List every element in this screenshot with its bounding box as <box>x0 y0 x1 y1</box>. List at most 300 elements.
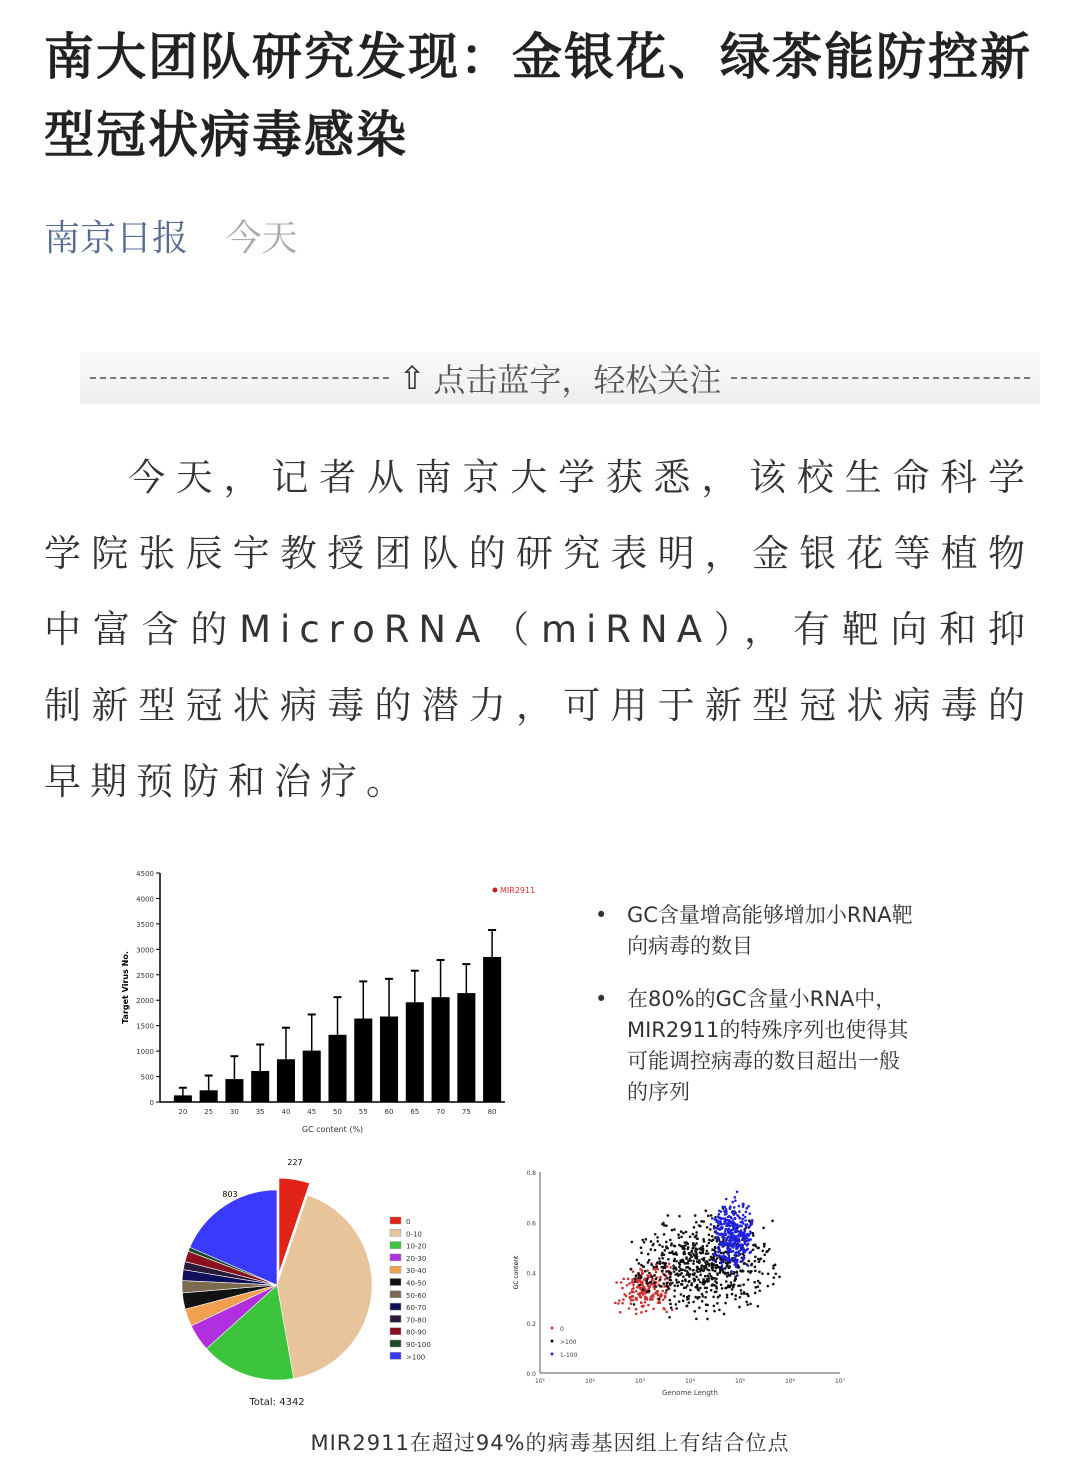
legend-swatch <box>390 1352 401 1359</box>
scatter-point <box>688 1274 691 1277</box>
x-tick-label: 30 <box>229 1108 239 1116</box>
scatter-point <box>664 1295 667 1298</box>
scatter-point <box>683 1287 686 1290</box>
scatter-point <box>738 1210 741 1213</box>
y-tick-label: 0.2 <box>526 1320 536 1328</box>
y-axis-label: Target Virus No. <box>121 951 130 1024</box>
scatter-point <box>635 1275 638 1278</box>
scatter-point <box>692 1269 695 1272</box>
scatter-point <box>621 1287 624 1290</box>
scatter-point <box>638 1293 641 1296</box>
scatter-point <box>727 1258 730 1261</box>
scatter-point <box>704 1296 707 1299</box>
scatter-point <box>706 1318 709 1321</box>
scatter-point <box>715 1264 718 1267</box>
scatter-point <box>647 1261 650 1264</box>
scatter-point <box>640 1296 643 1299</box>
scatter-point <box>682 1300 685 1303</box>
y-tick-label: 1500 <box>136 1022 154 1031</box>
follow-banner[interactable] <box>80 352 1040 404</box>
scatter-point <box>635 1313 638 1316</box>
scatter-point <box>694 1247 697 1250</box>
scatter-point <box>742 1203 745 1206</box>
scatter-point <box>741 1245 744 1248</box>
scatter-point <box>652 1266 655 1269</box>
scatter-point <box>666 1277 669 1280</box>
legend-swatch <box>390 1340 401 1347</box>
slice-label: 803 <box>222 1190 238 1199</box>
scatter-point <box>685 1258 688 1261</box>
legend-label: 0 <box>560 1326 564 1333</box>
scatter-point <box>723 1210 726 1213</box>
scatter-point <box>745 1237 748 1240</box>
article-title: 南大团队研究发现：金银花、绿茶能防控新型冠状病毒感染 <box>44 28 1032 164</box>
scatter-point <box>746 1233 749 1236</box>
scatter-point <box>759 1282 762 1285</box>
scatter-point <box>674 1245 677 1248</box>
scatter-point <box>673 1284 676 1287</box>
scatter-point <box>678 1215 681 1218</box>
scatter-point <box>729 1237 732 1240</box>
scatter-point <box>641 1305 644 1308</box>
scatter-point <box>711 1262 714 1265</box>
scatter-point <box>772 1276 775 1279</box>
scatter-point <box>663 1233 666 1236</box>
scatter-point <box>721 1264 724 1267</box>
scatter-point <box>700 1264 703 1267</box>
scatter-point <box>692 1253 695 1256</box>
scatter-point <box>680 1293 683 1296</box>
scatter-point <box>742 1214 745 1217</box>
scatter-point <box>669 1239 672 1242</box>
scatter-point <box>700 1220 703 1223</box>
scatter-point <box>702 1269 705 1272</box>
scatter-point <box>684 1278 687 1281</box>
x-tick-label: 20 <box>178 1108 188 1116</box>
scatter-point <box>715 1232 718 1235</box>
scatter-point <box>726 1252 729 1255</box>
y-tick-label: 0 <box>149 1099 154 1107</box>
scatter-point <box>746 1293 749 1296</box>
scatter-point <box>699 1287 702 1290</box>
scatter-point <box>626 1284 629 1287</box>
legend-marker <box>551 1327 554 1330</box>
scatter-point <box>728 1231 731 1234</box>
scatter-point <box>641 1281 644 1284</box>
y-tick-label: 3000 <box>136 946 154 955</box>
scatter-point <box>736 1191 739 1194</box>
scatter-point <box>650 1263 653 1266</box>
scatter-point <box>732 1224 735 1227</box>
scatter-point <box>731 1201 734 1204</box>
scatter-point <box>630 1296 633 1299</box>
scatter-point <box>730 1271 733 1274</box>
scatter-point <box>673 1270 676 1273</box>
scatter-point <box>720 1210 723 1213</box>
scatter-point <box>669 1279 672 1282</box>
x-tick-label: 50 <box>333 1108 342 1116</box>
scatter-point <box>711 1269 714 1272</box>
scatter-point <box>706 1250 709 1253</box>
y-tick-label: 2000 <box>136 997 154 1006</box>
scatter-point <box>763 1253 766 1256</box>
scatter-point <box>733 1260 736 1263</box>
scatter-point <box>663 1285 666 1288</box>
scatter-point <box>733 1206 736 1209</box>
scatter-point <box>736 1271 739 1274</box>
scatter-point <box>757 1280 760 1283</box>
scatter-point <box>669 1303 672 1306</box>
scatter-point <box>747 1243 750 1246</box>
scatter-point <box>708 1273 711 1276</box>
scatter-point <box>663 1253 666 1256</box>
scatter-point <box>675 1307 678 1310</box>
scatter-point <box>698 1306 701 1309</box>
scatter-point <box>772 1283 775 1286</box>
scatter-point <box>692 1262 695 1265</box>
scatter-point <box>665 1246 668 1249</box>
bar <box>354 1019 372 1102</box>
scatter-point <box>767 1285 770 1288</box>
figure-caption: MIR2911在超过94%的病毒基因组上有结合位点 <box>310 1431 790 1455</box>
scatter-point <box>717 1248 720 1251</box>
scatter-point <box>744 1243 747 1246</box>
scatter-point <box>687 1281 690 1284</box>
scatter-point <box>702 1295 705 1298</box>
y-tick-label: 0.8 <box>526 1170 536 1177</box>
scatter-point <box>757 1305 760 1308</box>
scatter-point <box>754 1286 757 1289</box>
scatter-point <box>685 1274 688 1277</box>
x-tick-label: 80 <box>487 1108 497 1116</box>
legend-label: 0 <box>406 1218 411 1226</box>
scatter-point <box>758 1289 761 1292</box>
scatter-point <box>677 1281 680 1284</box>
scatter-point <box>718 1254 721 1257</box>
scatter-point <box>710 1256 713 1259</box>
legend-marker <box>551 1340 554 1343</box>
scatter-point <box>687 1262 690 1265</box>
scatter-point <box>683 1252 686 1255</box>
scatter-point <box>745 1301 748 1304</box>
scatter-point <box>664 1278 667 1281</box>
scatter-point <box>704 1275 707 1278</box>
scatter-point <box>667 1214 670 1217</box>
scatter-point <box>661 1270 664 1273</box>
scatter-point <box>659 1260 662 1263</box>
scatter-point <box>675 1260 678 1263</box>
bar-chart <box>100 855 570 1155</box>
scatter-point <box>737 1234 740 1237</box>
scatter-point <box>663 1274 666 1277</box>
scatter-point <box>668 1316 671 1319</box>
scatter-point <box>728 1274 731 1277</box>
scatter-point <box>747 1238 750 1241</box>
scatter-point <box>765 1251 768 1254</box>
scatter-point <box>712 1253 715 1256</box>
legend-swatch <box>390 1217 401 1224</box>
scatter-point <box>686 1284 689 1287</box>
legend-swatch <box>390 1266 401 1273</box>
scatter-point <box>678 1300 681 1303</box>
scatter-point <box>727 1267 730 1270</box>
scatter-point <box>653 1282 656 1285</box>
scatter-point <box>676 1272 679 1275</box>
scatter-point <box>741 1218 744 1221</box>
scatter-point <box>689 1257 692 1260</box>
scatter-point <box>747 1295 750 1298</box>
scatter-point <box>714 1218 717 1221</box>
pie-total: Total: 4342 <box>249 1397 305 1408</box>
scatter-point <box>650 1240 653 1243</box>
y-tick-label: 500 <box>140 1073 154 1082</box>
scatter-point <box>697 1278 700 1281</box>
scatter-point <box>731 1288 734 1291</box>
scatter-point <box>614 1302 617 1305</box>
scatter-point <box>729 1225 732 1228</box>
scatter-point <box>726 1219 729 1222</box>
scatter-point <box>722 1243 725 1246</box>
divider <box>90 377 389 379</box>
scatter-point <box>745 1225 748 1228</box>
scatter-point <box>698 1224 701 1227</box>
scatter-point <box>634 1280 637 1283</box>
scatter-point <box>690 1282 693 1285</box>
scatter-point <box>672 1264 675 1267</box>
scatter-point <box>702 1278 705 1281</box>
scatter-point <box>763 1260 766 1263</box>
x-tick-label: 10⁷ <box>834 1378 846 1385</box>
scatter-point <box>620 1281 623 1284</box>
scatter-point <box>741 1239 744 1242</box>
scatter-point <box>757 1258 760 1261</box>
scatter-point <box>708 1233 711 1236</box>
legend-swatch <box>390 1303 401 1310</box>
scatter-point <box>738 1240 741 1243</box>
scatter-point <box>640 1311 643 1314</box>
scatter-point <box>670 1306 673 1309</box>
scatter-point <box>717 1296 720 1299</box>
scatter-point <box>643 1241 646 1244</box>
x-tick-label: 10⁵ <box>734 1378 746 1385</box>
scatter-point <box>645 1280 648 1283</box>
scatter-point <box>737 1284 740 1287</box>
scatter-point <box>633 1303 636 1306</box>
scatter-point <box>736 1247 739 1250</box>
scatter-point <box>662 1282 665 1285</box>
scatter-point <box>714 1253 717 1256</box>
scatter-point <box>652 1243 655 1246</box>
scatter-point <box>644 1296 647 1299</box>
scatter-point <box>701 1252 704 1255</box>
scatter-point <box>642 1288 645 1291</box>
bar <box>251 1071 269 1102</box>
scatter-point <box>648 1272 651 1275</box>
scatter-point <box>728 1286 731 1289</box>
scatter-point <box>725 1225 728 1228</box>
scatter-point <box>617 1302 620 1305</box>
scatter-point <box>749 1303 752 1306</box>
scatter-point <box>723 1313 726 1316</box>
scatter-point <box>669 1276 672 1279</box>
scatter-point <box>673 1228 676 1231</box>
scatter-point <box>742 1256 745 1259</box>
scatter-point <box>659 1302 662 1305</box>
scatter-point <box>772 1264 775 1267</box>
scatter-point <box>663 1308 666 1311</box>
scatter-point <box>739 1269 742 1272</box>
scatter-point <box>642 1285 645 1288</box>
scatter-point <box>671 1229 674 1232</box>
article-meta <box>44 210 297 261</box>
scatter-point <box>714 1216 717 1219</box>
scatter-point <box>673 1258 676 1261</box>
bullet-item: • GC含量增高能够增加小RNA靶向病毒的数目 <box>595 900 915 962</box>
scatter-point <box>758 1271 761 1274</box>
scatter-point <box>655 1265 658 1268</box>
scatter-point <box>723 1255 726 1258</box>
legend-swatch <box>390 1229 401 1236</box>
scatter-point <box>655 1290 658 1293</box>
scatter-point <box>694 1244 697 1247</box>
scatter-point <box>655 1271 658 1274</box>
scatter-point <box>631 1281 634 1284</box>
scatter-point <box>761 1272 764 1275</box>
scatter-point <box>707 1279 710 1282</box>
scatter-point <box>705 1252 708 1255</box>
scatter-point <box>721 1233 724 1236</box>
scatter-point <box>734 1199 737 1202</box>
scatter-point <box>729 1207 732 1210</box>
scatter-point <box>753 1281 756 1284</box>
scatter-point <box>645 1238 648 1241</box>
scatter-point <box>713 1305 716 1308</box>
scatter-point <box>665 1270 668 1273</box>
x-tick-label: 10³ <box>634 1378 646 1385</box>
scatter-point <box>689 1289 692 1292</box>
bullet-item: • 在80%的GC含量小RNA中，MIR2911的特殊序列也使得其可能调控病毒的数目超出一般的序列 <box>595 984 915 1108</box>
scatter-point <box>739 1249 742 1252</box>
scatter-point <box>694 1250 697 1253</box>
scatter-point <box>668 1262 671 1265</box>
source-link[interactable]: 南京日报 <box>44 218 189 259</box>
scatter-point <box>743 1291 746 1294</box>
scatter-point <box>726 1263 729 1266</box>
x-tick-label: 10⁴ <box>684 1378 696 1385</box>
scatter-point <box>751 1221 754 1224</box>
scatter-point <box>716 1282 719 1285</box>
scatter-point <box>691 1250 694 1253</box>
scatter-point <box>654 1249 657 1252</box>
scatter-point <box>692 1242 695 1245</box>
scatter-point <box>744 1219 747 1222</box>
scatter-point <box>724 1213 727 1216</box>
x-tick-label: 55 <box>358 1108 368 1116</box>
scatter-point <box>639 1284 642 1287</box>
scatter-point <box>650 1248 653 1251</box>
scatter-point <box>631 1288 634 1291</box>
article-paragraph: 今天，记者从南京大学获悉，该校生命科学学院张辰宇教授团队的研究表明，金银花等植物中富含的MicroRNA（miRNA），有靶向和抑制新型冠状病毒的潜力，可用于新型冠状病毒的早期预防和治疗。 <box>44 456 1034 803</box>
scatter-point <box>747 1205 750 1208</box>
scatter-point <box>630 1268 633 1271</box>
bar <box>483 957 501 1102</box>
y-tick-label: 2500 <box>136 971 154 980</box>
legend-label: 20-30 <box>406 1254 427 1263</box>
scatter-point <box>680 1283 683 1286</box>
scatter-point <box>720 1283 723 1286</box>
bar <box>457 993 475 1102</box>
scatter-point <box>696 1257 699 1260</box>
x-tick-label: 25 <box>204 1108 214 1116</box>
bar <box>225 1079 243 1102</box>
scatter-point <box>696 1297 699 1300</box>
scatter-point <box>623 1293 626 1296</box>
scatter-point <box>726 1296 729 1299</box>
scatter-point <box>714 1247 717 1250</box>
scatter-point <box>732 1239 735 1242</box>
scatter-point <box>737 1254 740 1257</box>
scatter-point <box>724 1228 727 1231</box>
scatter-point <box>734 1226 737 1229</box>
scatter-point <box>648 1286 651 1289</box>
scatter-point <box>736 1259 739 1262</box>
scatter-point <box>719 1243 722 1246</box>
scatter-point <box>708 1259 711 1262</box>
scatter-point <box>615 1281 618 1284</box>
scatter-point <box>734 1294 737 1297</box>
scatter-point <box>721 1206 724 1209</box>
scatter-point <box>734 1196 737 1199</box>
scatter-point <box>729 1259 732 1262</box>
scatter-point <box>681 1280 684 1283</box>
figure-bullets <box>595 900 915 1130</box>
legend-swatch <box>390 1279 401 1286</box>
scatter-point <box>740 1292 743 1295</box>
scatter-point <box>652 1295 655 1298</box>
scatter-point <box>740 1225 743 1228</box>
legend-label: 60-70 <box>406 1304 427 1313</box>
scatter-point <box>695 1269 698 1272</box>
scatter-point <box>718 1213 721 1216</box>
scatter-point <box>771 1220 774 1223</box>
scatter-point <box>650 1283 653 1286</box>
scatter-point <box>733 1213 736 1216</box>
scatter-point <box>622 1298 625 1301</box>
scatter-point <box>680 1236 683 1239</box>
scatter-point <box>695 1231 698 1234</box>
scatter-point <box>693 1226 696 1229</box>
scatter-point <box>689 1235 692 1238</box>
scatter-point <box>682 1275 685 1278</box>
scatter-point <box>763 1245 766 1248</box>
scatter-point <box>696 1284 699 1287</box>
scatter-point <box>738 1306 741 1309</box>
scatter-point <box>678 1236 681 1239</box>
scatter-point <box>736 1214 739 1217</box>
scatter-point <box>714 1226 717 1229</box>
scatter-point <box>754 1255 757 1258</box>
scatter-point <box>680 1268 683 1271</box>
scatter-point <box>659 1276 662 1279</box>
scatter-point <box>742 1283 745 1286</box>
legend-label: MIR2911 <box>500 886 536 895</box>
scatter-point <box>659 1278 662 1281</box>
scatter-point <box>663 1224 666 1227</box>
scatter-point <box>742 1250 745 1253</box>
scatter-point <box>747 1260 750 1263</box>
scatter-point <box>739 1217 742 1220</box>
scatter-point <box>730 1281 733 1284</box>
